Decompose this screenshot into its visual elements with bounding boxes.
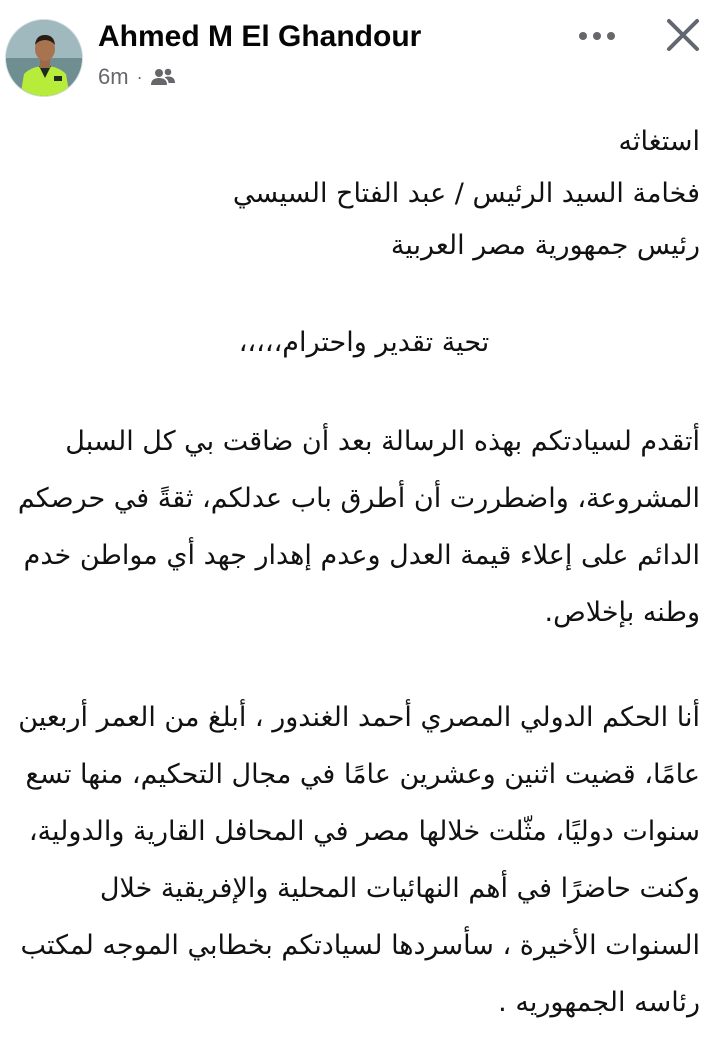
post-meta — [98, 62, 175, 92]
paragraph-2-line: وكنت حاضرًا في أهم النهائيات المحلية والإفريقية خلال — [99, 873, 700, 904]
paragraph-1-line: أتقدم لسيادتكم بهذه الرسالة بعد أن ضاقت بي كل السبل — [65, 426, 700, 457]
letter-title: استغاثه — [618, 126, 700, 157]
letter-greeting: تحية تقدير واحترام،،،،، — [238, 327, 490, 358]
post-timestamp[interactable]: 6m — [98, 64, 129, 89]
author-name[interactable]: Ahmed M El Ghandour — [98, 20, 422, 53]
paragraph-1-line: المشروعة، واضطررت أن أطرق باب عدلكم، ثقةً في حرصكم — [17, 483, 700, 514]
close-icon — [666, 18, 700, 52]
post-text — [17, 116, 700, 1031]
paragraph-2-line: رئاسه الجمهوريه . — [498, 987, 700, 1018]
paragraph-1-line: وطنه بإخلاص. — [544, 597, 700, 628]
more-options-icon — [577, 30, 617, 42]
paragraph-2-line: سنوات دوليًا، مثّلت خلالها مصر في المحافل القارية والدولية، — [28, 816, 700, 847]
avatar[interactable] — [5, 19, 83, 97]
group-audience-icon[interactable] — [151, 67, 175, 87]
post-header — [0, 0, 720, 100]
paragraph-1-line: الدائم على إعلاء قيمة العدل وعدم إهدار جهد أي مواطن خدم — [23, 540, 700, 571]
letter-addressee-title: رئيس جمهورية مصر العربية — [390, 230, 700, 261]
letter-addressee: فخامة السيد الرئيس / عبد الفتاح السيسي — [232, 178, 700, 209]
avatar-photo — [6, 20, 83, 97]
paragraph-2-line: أنا الحكم الدولي المصري أحمد الغندور ، أبلغ من العمر أربعين — [18, 702, 700, 733]
paragraph-2-line: السنوات الأخيرة ، سأسردها لسيادتكم بخطابي الموجه لمكتب — [20, 930, 700, 961]
paragraph-2-line: عامًا، قضيت اثنين وعشرين عامًا في مجال التحكيم، منها تسع — [25, 759, 700, 790]
close-button[interactable] — [658, 10, 708, 60]
more-options-button[interactable] — [572, 16, 622, 56]
meta-separator: · — [136, 67, 143, 87]
